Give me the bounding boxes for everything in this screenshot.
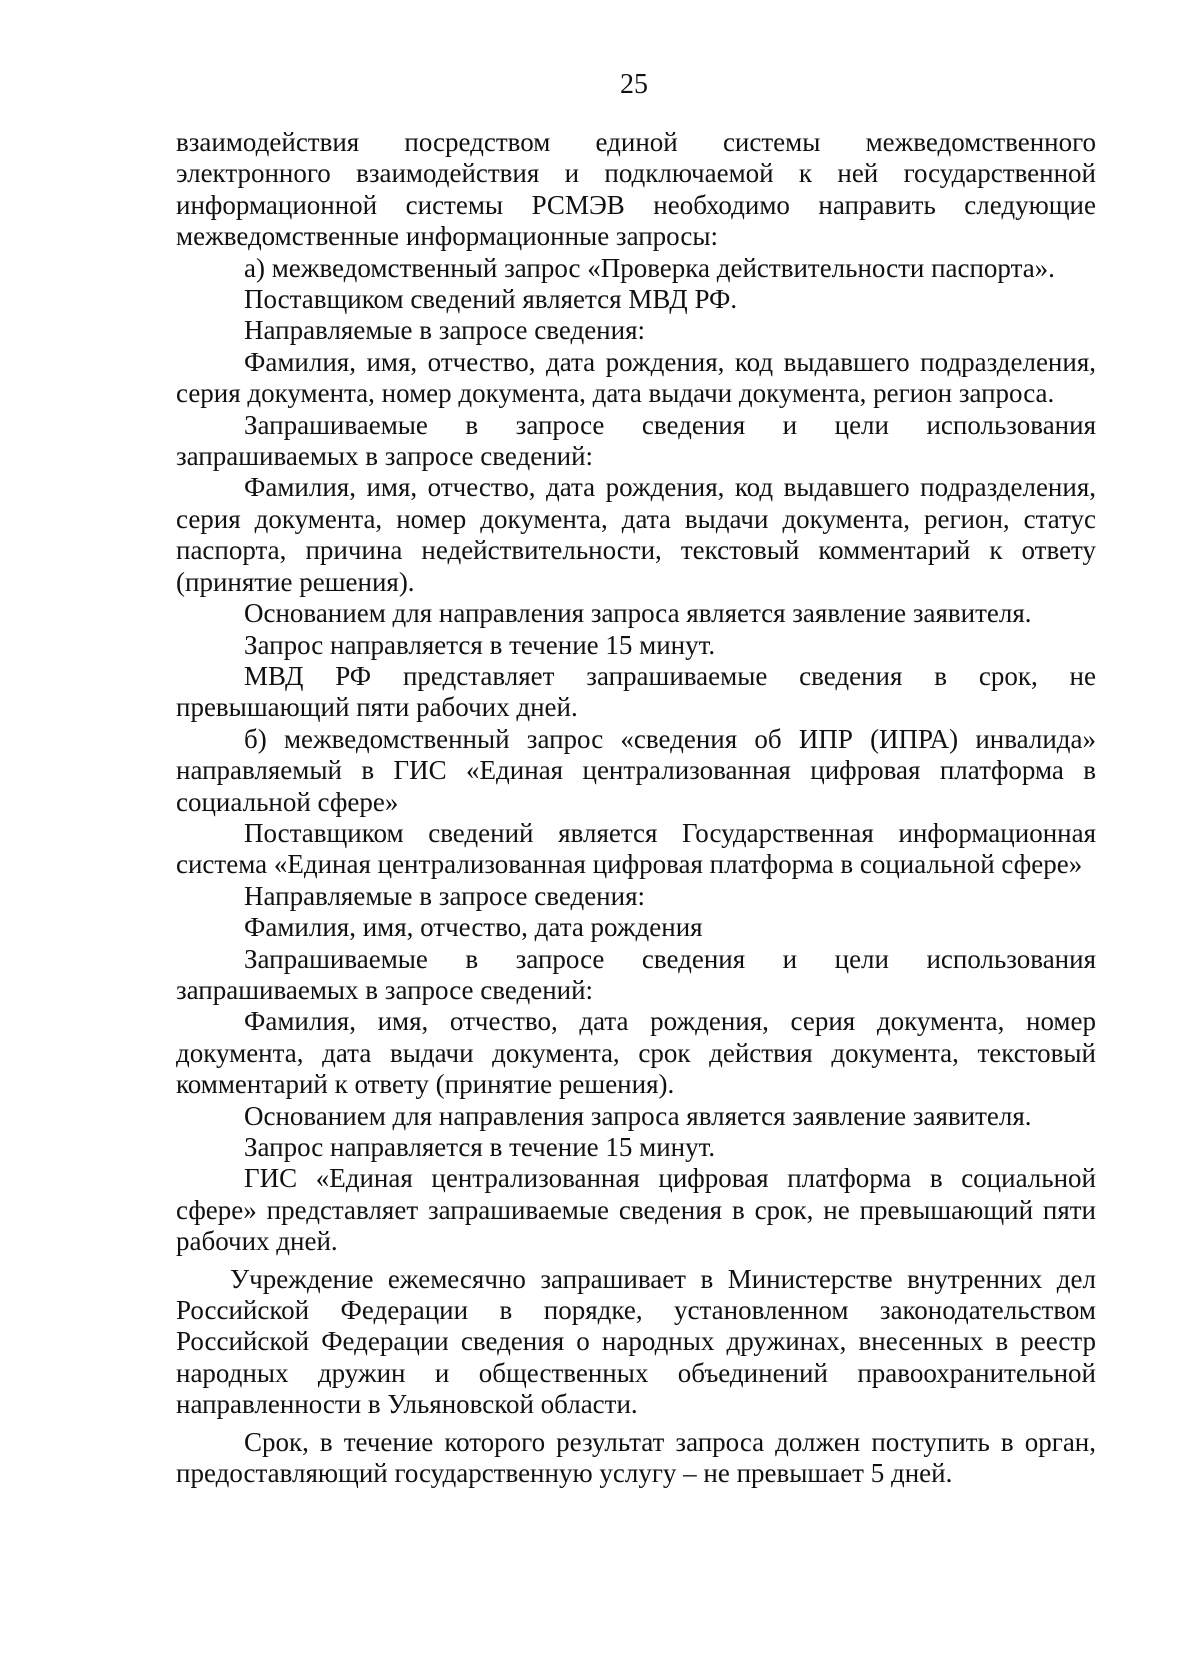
- paragraph: Фамилия, имя, отчество, дата рождения, код выдавшего подразделения, серия документа, номер документа, дата выдачи документа, регион запроса.: [176, 346, 1096, 409]
- paragraph: Запрашиваемые в запросе сведения и цели использования запрашиваемых в запросе сведений:: [176, 409, 1096, 472]
- document-body: [176, 127, 1096, 1489]
- paragraph: Запрос направляется в течение 15 минут.: [244, 1132, 716, 1162]
- paragraph: Учреждение ежемесячно запрашивает в Министерстве внутренних дел Российской Федерации в порядке, установленном законодательством Российской Федерации сведения о народных дружинах, внесенных в реестр народных дружин и общественных объединений правоохранительной направленности в Ульяновской области.: [176, 1263, 1096, 1420]
- paragraph: Фамилия, имя, отчество, дата рождения, серия документа, номер документа, дата выдачи документа, срок действия документа, текстовый комментарий к ответу (принятие решения).: [176, 1006, 1096, 1100]
- paragraph: взаимодействия посредством единой системы межведомственного электронного взаимодействия и подключаемой к ней государственной информационной системы РСМЭВ необходимо направить следующие межведомственные информационные запросы:: [176, 127, 1096, 252]
- paragraph: Фамилия, имя, отчество, дата рождения: [244, 912, 703, 943]
- paragraph: Основанием для направления запроса является заявление заявителя.: [244, 1100, 1032, 1131]
- paragraph: б) межведомственный запрос «сведения об ИПР (ИПРА) инвалида» направляемый в ГИС «Единая централизованная цифровая платформа в социальной сфере»: [176, 723, 1096, 817]
- paragraph: ГИС «Единая централизованная цифровая платформа в социальной сфере» представляет запрашиваемые сведения в срок, не превышающий пяти рабочих дней.: [176, 1163, 1096, 1257]
- paragraph: Запрос направляется в течение 15 минут.: [244, 629, 716, 660]
- paragraph: Срок, в течение которого результат запроса должен поступить в орган, предоставляющий государственную услугу – не превышает 5 дней.: [176, 1426, 1096, 1489]
- paragraph: Запрашиваемые в запросе сведения и цели использования запрашиваемых в запросе сведений:: [176, 943, 1096, 1005]
- paragraph: Поставщиком сведений является Государственная информационная система «Единая централизованная цифровая платформа в социальной сфере»: [176, 817, 1096, 880]
- paragraph: Направляемые в запросе сведения:: [244, 315, 645, 346]
- paragraph: Направляемые в запросе сведения:: [244, 880, 645, 911]
- paragraph: Фамилия, имя, отчество, дата рождения, код выдавшего подразделения, серия документа, номер документа, дата выдачи документа, регион, статус паспорта, причина недействительности, текстовый комментарий к ответу (принятие решения).: [176, 472, 1096, 597]
- paragraph: а) межведомственный запрос «Проверка действительности паспорта».: [244, 252, 1055, 283]
- paragraph: Поставщиком сведений является МВД РФ.: [244, 284, 738, 315]
- paragraph: МВД РФ представляет запрашиваемые сведения в срок, не превышающий пяти рабочих дней.: [176, 660, 1096, 723]
- paragraph: Основанием для направления запроса является заявление заявителя.: [244, 598, 1032, 629]
- page-number: 25: [620, 69, 648, 100]
